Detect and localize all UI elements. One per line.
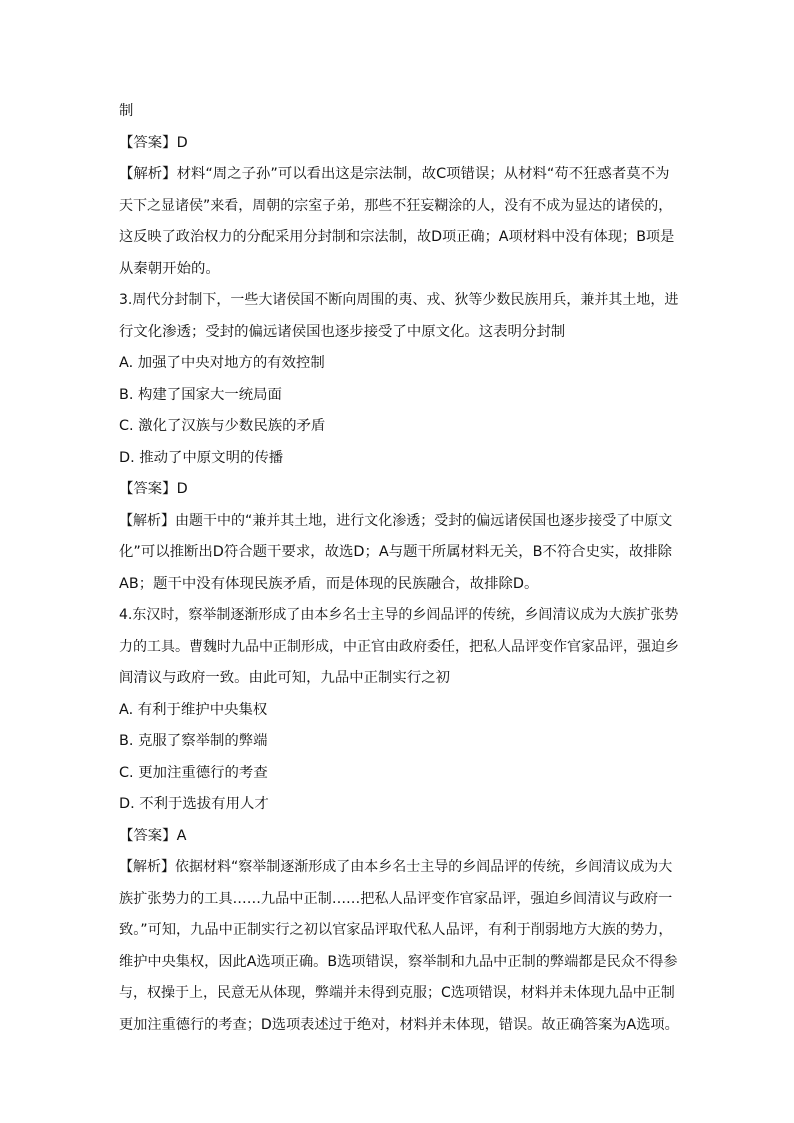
text-line: 天下之显诸侯”来看，周朝的宗室子弟，那些不狂妄糊涂的人，没有不成为显达的诸侯的，: [119, 198, 673, 214]
option-c: C. 更加注重德行的考查: [119, 765, 268, 781]
text-line: 族扩张势力的工具……九品中正制……把私人品评变作官家品评，强迫乡闾清议与政府一: [119, 891, 673, 907]
option-b: B. 克服了察举制的弊端: [119, 733, 268, 749]
option-c: C. 激化了汉族与少数民族的矛盾: [119, 418, 326, 434]
text-line: 化”可以推断出D符合题干要求，故选D；A与题干所属材料无关，B不符合史实，故排除: [119, 544, 673, 560]
answer-line: 【答案】D: [119, 135, 188, 151]
question-line: 3.周代分封制下，一些大诸侯国不断向周围的夷、戎、狄等少数民族用兵，兼并其土地，进: [119, 292, 679, 308]
question-line: 4.东汉时，察举制逐渐形成了由本乡名士主导的乡闾品评的传统，乡闾清议成为大族扩张势: [119, 607, 679, 623]
option-b: B. 构建了国家大一统局面: [119, 387, 282, 403]
analysis-line: 【解析】依据材料“察举制逐渐形成了由本乡名士主导的乡闾品评的传统，乡闾清议成为大: [119, 859, 673, 875]
text-line: 行文化渗透；受封的偏远诸侯国也逐步接受了中原文化。这表明分封制: [119, 324, 566, 340]
text-line: AB；题干中没有体现民族矛盾，而是体现的民族融合，故排除D。: [119, 576, 539, 592]
analysis-line: 【解析】由题干中的“兼并其土地，进行文化渗透；受封的偏远诸侯国也逐步接受了中原文: [119, 513, 673, 529]
text-line: 维护中央集权，因此A选项正确。B选项错误，察举制和九品中正制的弊端都是民众不得参: [119, 954, 678, 970]
text-line: 致。”可知，九品中正制实行之初以官家品评取代私人品评，有利于削弱地方大族的势力，: [119, 922, 673, 938]
text-line: 闾清议与政府一致。由此可知，九品中正制实行之初: [119, 670, 450, 686]
answer-line: 【答案】D: [119, 481, 188, 497]
text-line: 制: [119, 103, 134, 119]
text-line: 更加注重德行的考查；D选项表述过于绝对，材料并未体现，错误。故正确答案为A选项。: [119, 1017, 679, 1033]
analysis-line: 【解析】材料“周之子孙”可以看出这是宗法制，故C项错误；从材料“苟不狂惑者莫不为: [119, 166, 670, 182]
option-a: A. 有利于维护中央集权: [119, 702, 268, 718]
text-line: 这反映了政治权力的分配采用分封制和宗法制，故D项正确；A项材料中没有体现；B项是: [119, 229, 675, 245]
text-line: 力的工具。曹魏时九品中正制形成，中正官由政府委任，把私人品评变作官家品评，强迫乡: [119, 639, 679, 655]
option-d: D. 推动了中原文明的传播: [119, 450, 284, 466]
text-line: 从秦朝开始的。: [119, 261, 220, 277]
option-a: A. 加强了中央对地方的有效控制: [119, 355, 325, 371]
text-line: 与，权操于上，民意无从体现，弊端并未得到克服；C选项错误，材料并未体现九品中正制: [119, 985, 675, 1001]
option-d: D. 不利于选拔有用人才: [119, 796, 269, 812]
answer-line: 【答案】A: [119, 828, 187, 844]
